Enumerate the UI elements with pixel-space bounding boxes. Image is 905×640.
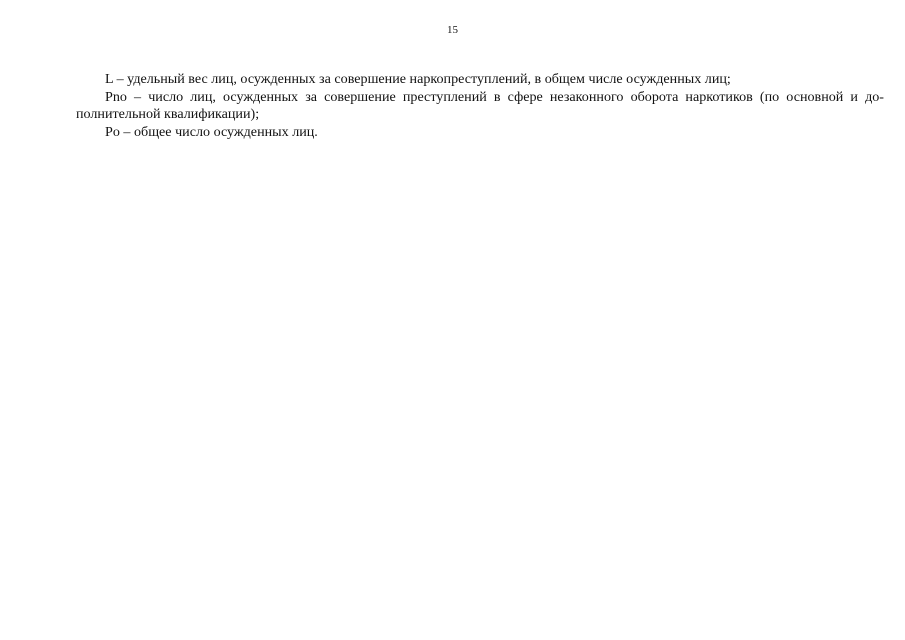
page-number: 15 xyxy=(447,24,458,36)
paragraph: Po – общее число осужденных лиц. xyxy=(105,123,318,140)
paragraph: Pno – число лиц, осужденных за совершение преступлений в сфере незаконного оборота наркотиков (по основной и дополнительной квалификации); xyxy=(76,88,884,122)
paragraph: L – удельный вес лиц, осужденных за совершение наркопреступлений, в общем числе осужденных лиц; xyxy=(105,71,731,87)
body-text xyxy=(76,71,884,141)
